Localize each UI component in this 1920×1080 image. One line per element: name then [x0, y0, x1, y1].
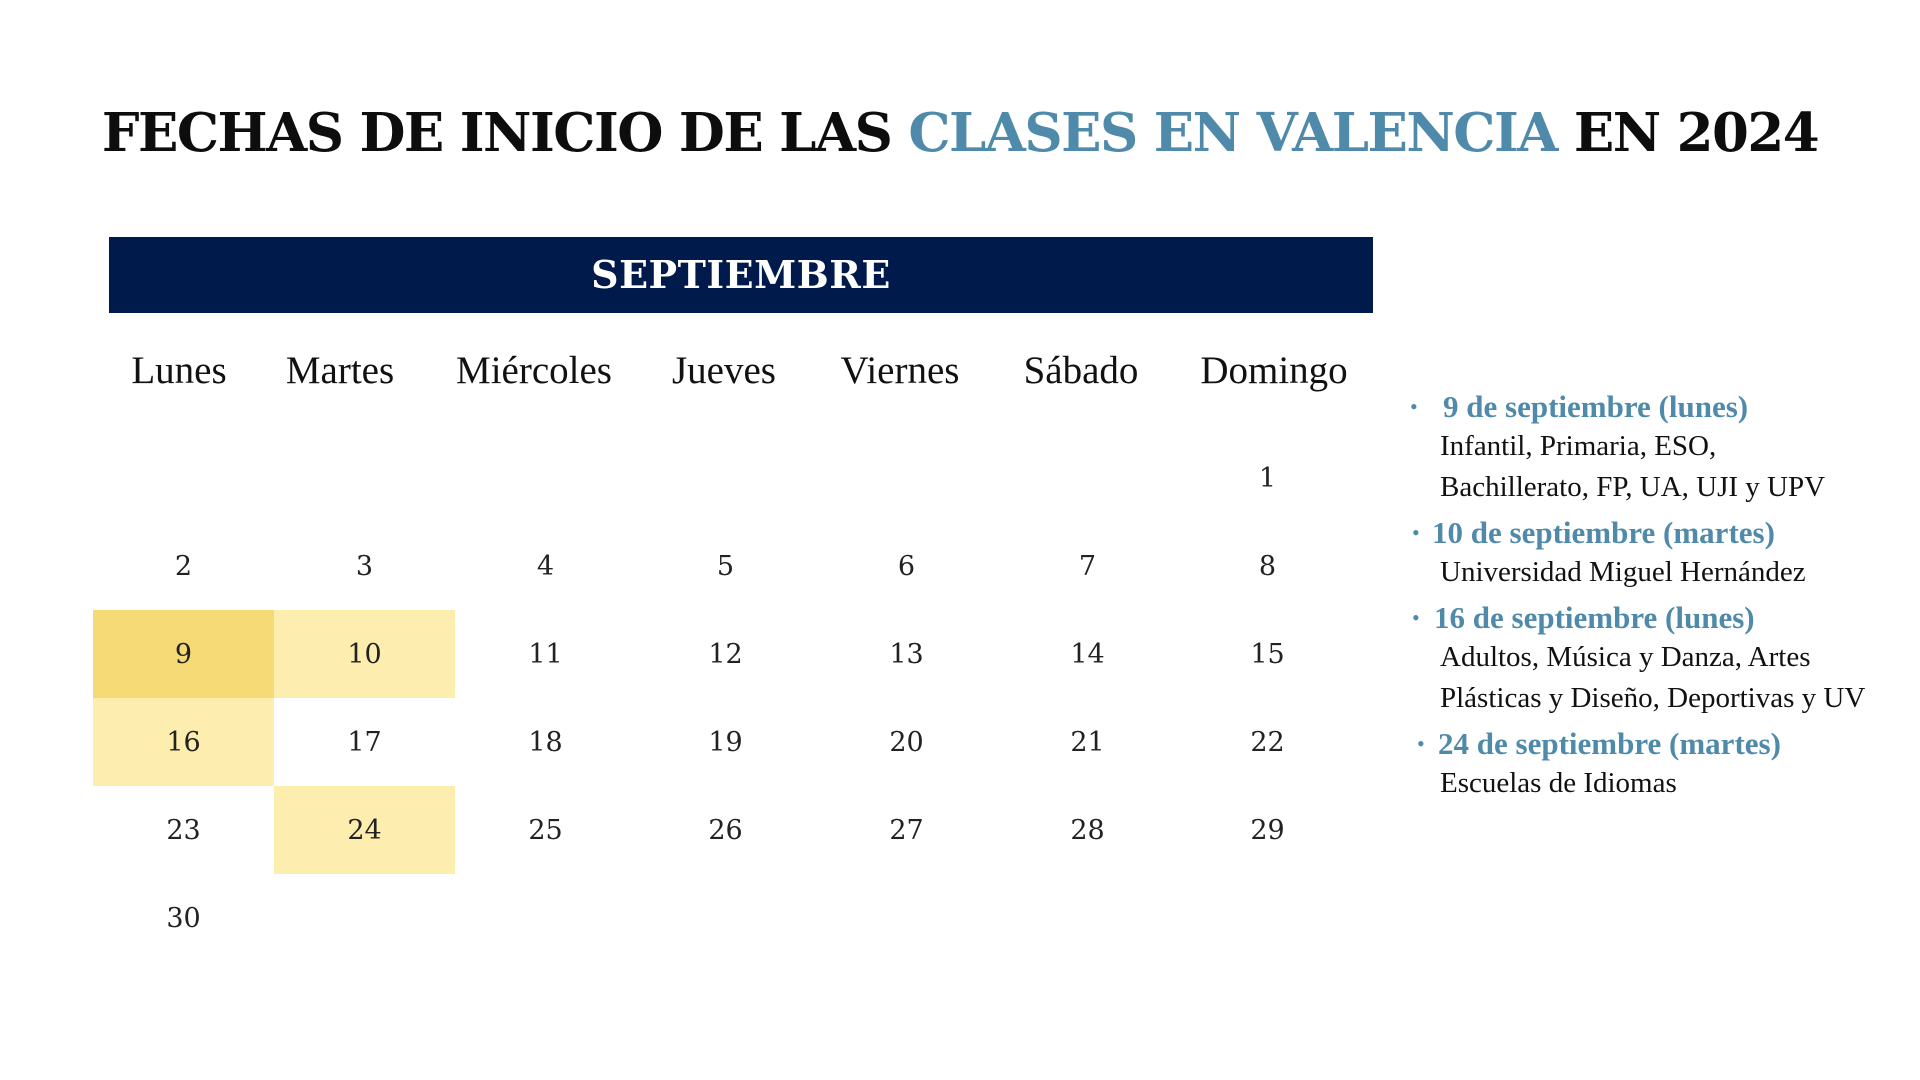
- start-dates-legend: [1410, 388, 1910, 804]
- legend-date: 9 de septiembre (lunes): [1443, 389, 1749, 424]
- calendar-day: 26: [708, 814, 743, 846]
- calendar-day: 7: [1078, 550, 1097, 582]
- legend-date: 10 de septiembre (martes): [1432, 515, 1775, 550]
- calendar-day: 3: [355, 550, 374, 582]
- calendar-day: 28: [1070, 814, 1105, 846]
- legend-item: [1410, 514, 1910, 593]
- calendar-day: 13: [889, 638, 924, 670]
- legend-item: [1410, 599, 1910, 719]
- calendar-day-highlighted: 9: [93, 610, 274, 698]
- calendar-day: 21: [1070, 726, 1105, 758]
- calendar-day: 30: [166, 902, 201, 934]
- weekday-label: Miércoles: [456, 349, 612, 392]
- legend-item: [1410, 725, 1910, 804]
- legend-item: [1410, 388, 1910, 508]
- calendar-day-highlighted: 16: [93, 698, 274, 786]
- bullet-icon: •: [1410, 394, 1418, 419]
- bullet-icon: •: [1412, 520, 1420, 545]
- calendar-day: 6: [897, 550, 916, 582]
- legend-description: Adultos, Música y Danza, Artes Plásticas y Diseño, Deportivas y UV: [1440, 641, 1866, 714]
- calendar-day: 25: [528, 814, 563, 846]
- weekday-label: Sábado: [1023, 349, 1139, 392]
- weekday-label: Viernes: [840, 349, 960, 392]
- calendar-day: 12: [708, 638, 743, 670]
- weekday-label: Lunes: [131, 349, 227, 392]
- page-title: [0, 102, 1920, 164]
- title-highlight: CLASES EN VALENCIA: [908, 102, 1557, 164]
- calendar-day: 19: [708, 726, 743, 758]
- calendar-day: 15: [1250, 638, 1285, 670]
- calendar-day: 23: [166, 814, 201, 846]
- title-part-2: EN 2024: [1556, 102, 1819, 164]
- calendar-day: 11: [528, 638, 563, 670]
- weekday-label: Martes: [285, 349, 395, 392]
- calendar-day: 5: [716, 550, 735, 582]
- calendar-day: 29: [1250, 814, 1285, 846]
- calendar-day: 22: [1250, 726, 1285, 758]
- calendar-day: 2: [174, 550, 193, 582]
- calendar-day: 18: [528, 726, 563, 758]
- legend-description: Escuelas de Idiomas: [1440, 767, 1677, 799]
- calendar-day: 1: [1258, 462, 1277, 494]
- month-header: SEPTIEMBRE: [109, 237, 1373, 313]
- calendar-day: 14: [1070, 638, 1105, 670]
- weekday-label: Domingo: [1200, 349, 1348, 392]
- title-part-1: FECHAS DE INICIO DE LAS: [101, 102, 909, 164]
- legend-date: 16 de septiembre (lunes): [1434, 600, 1755, 635]
- legend-description: Infantil, Primaria, ESO, Bachillerato, FP, UA, UJI y UPV: [1440, 430, 1826, 503]
- calendar-day-highlighted: 10: [274, 610, 455, 698]
- calendar-day: 4: [536, 550, 555, 582]
- bullet-icon: •: [1417, 731, 1425, 756]
- calendar-day: 17: [347, 726, 382, 758]
- weekday-label: Jueves: [672, 349, 776, 392]
- calendar-day-highlighted: 24: [274, 786, 455, 874]
- calendar-day: 8: [1258, 550, 1277, 582]
- bullet-icon: •: [1412, 605, 1420, 630]
- calendar-day: 27: [889, 814, 924, 846]
- legend-description: Universidad Miguel Hernández: [1440, 556, 1806, 588]
- calendar-day: 20: [889, 726, 924, 758]
- legend-date: 24 de septiembre (martes): [1438, 726, 1781, 761]
